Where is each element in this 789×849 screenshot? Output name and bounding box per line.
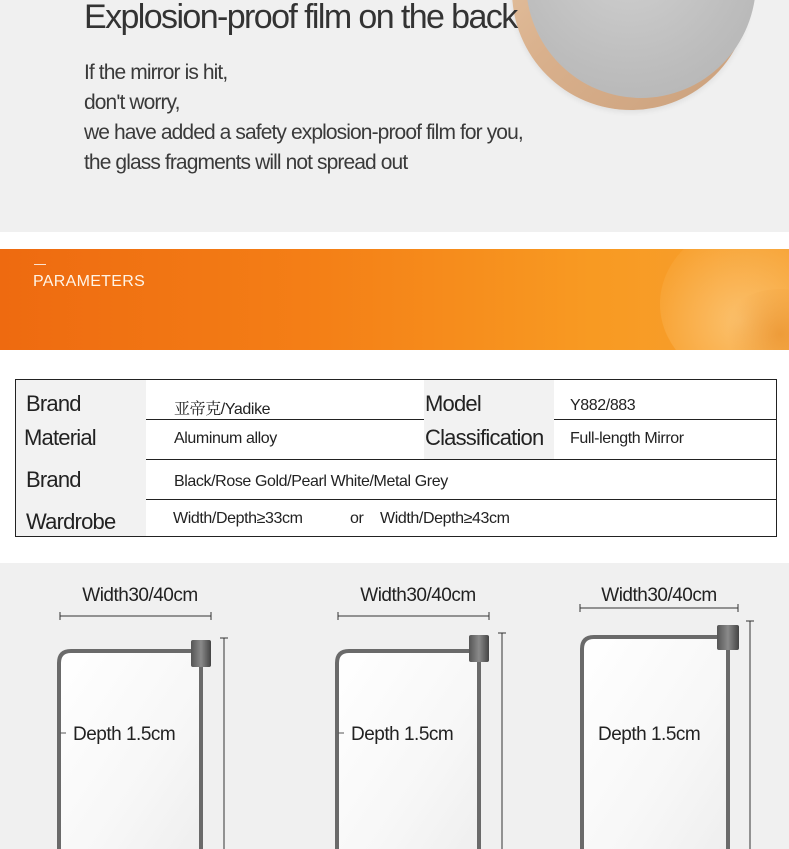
spec-value-cell xyxy=(554,380,776,419)
spec-key-cell xyxy=(424,380,554,419)
mirror-hook-1 xyxy=(191,640,211,667)
spec-key-cell xyxy=(16,459,146,499)
feature-line-2: don't worry, xyxy=(84,91,180,114)
spec-value-cell xyxy=(146,499,776,536)
spec-key-cell xyxy=(16,419,146,459)
spec-key-cell xyxy=(16,380,146,419)
spec-value-model: Y882/883 xyxy=(570,397,636,414)
feature-heading: Explosion-proof film on the back xyxy=(84,0,517,36)
spec-value-material: Aluminum alloy xyxy=(174,430,277,447)
feature-line-4: the glass fragments will not spread out xyxy=(84,151,408,174)
spec-key-wardrobe: Wardrobe xyxy=(26,509,116,534)
dimension-diagrams xyxy=(0,563,789,849)
spec-key-cell xyxy=(424,419,554,459)
depth-label-1: Depth 1.5cm xyxy=(73,724,176,745)
spec-key-brand: Brand xyxy=(26,391,81,416)
mirror-panel-1 xyxy=(59,651,201,849)
feature-line-1: If the mirror is hit, xyxy=(84,61,228,84)
spec-value-cell xyxy=(146,380,424,419)
spec-value-brand: 亚帝克/Yadike xyxy=(174,401,271,418)
dimension-svg xyxy=(0,563,789,849)
mirror-panel-2 xyxy=(337,651,479,849)
depth-label-3: Depth 1.5cm xyxy=(598,724,701,745)
spec-value-wardrobe-or: or xyxy=(350,510,364,527)
banner-dash xyxy=(34,264,46,265)
mirror-hook-3 xyxy=(717,625,739,650)
spec-value-cell xyxy=(146,459,776,499)
parameters-label: PARAMETERS xyxy=(33,273,146,290)
spec-table xyxy=(15,379,777,537)
width-label-1: Width30/40cm xyxy=(82,585,198,606)
spec-value-cell xyxy=(146,419,424,459)
depth-label-2: Depth 1.5cm xyxy=(351,724,454,745)
spec-row-brand-model xyxy=(16,380,776,420)
mirror-back-image xyxy=(512,0,750,110)
feature-line-3: we have added a safety explosion-proof film for you, xyxy=(84,121,523,144)
spec-value-wardrobe-2: Width/Depth≥43cm xyxy=(380,510,510,527)
mirror-diagram-2 xyxy=(337,585,506,849)
spec-value-wardrobe-1: Width/Depth≥33cm xyxy=(173,510,303,527)
spec-value-cell xyxy=(554,419,776,459)
spec-row-colors xyxy=(16,459,776,500)
mirror-diagram-3 xyxy=(580,585,754,849)
spec-key-cell xyxy=(16,499,146,536)
spec-row-wardrobe xyxy=(16,499,776,536)
width-label-2: Width30/40cm xyxy=(360,585,476,606)
spec-key-classification: Classification xyxy=(425,425,544,450)
spec-row-material-classification xyxy=(16,419,776,460)
feature-section xyxy=(0,0,789,232)
mirror-diagram-1 xyxy=(59,585,228,849)
explosion-proof-film-surface xyxy=(526,0,756,98)
spec-key-model: Model xyxy=(425,391,481,416)
parameters-banner xyxy=(0,249,789,350)
width-label-3: Width30/40cm xyxy=(601,585,717,606)
mirror-hook-2 xyxy=(469,635,489,662)
spec-value-classification: Full-length Mirror xyxy=(570,430,684,447)
feature-description xyxy=(84,58,523,178)
spec-key-brand-colors: Brand xyxy=(26,467,81,492)
spec-value-colors: Black/Rose Gold/Pearl White/Metal Grey xyxy=(174,473,448,490)
spec-key-material: Material xyxy=(24,425,96,450)
